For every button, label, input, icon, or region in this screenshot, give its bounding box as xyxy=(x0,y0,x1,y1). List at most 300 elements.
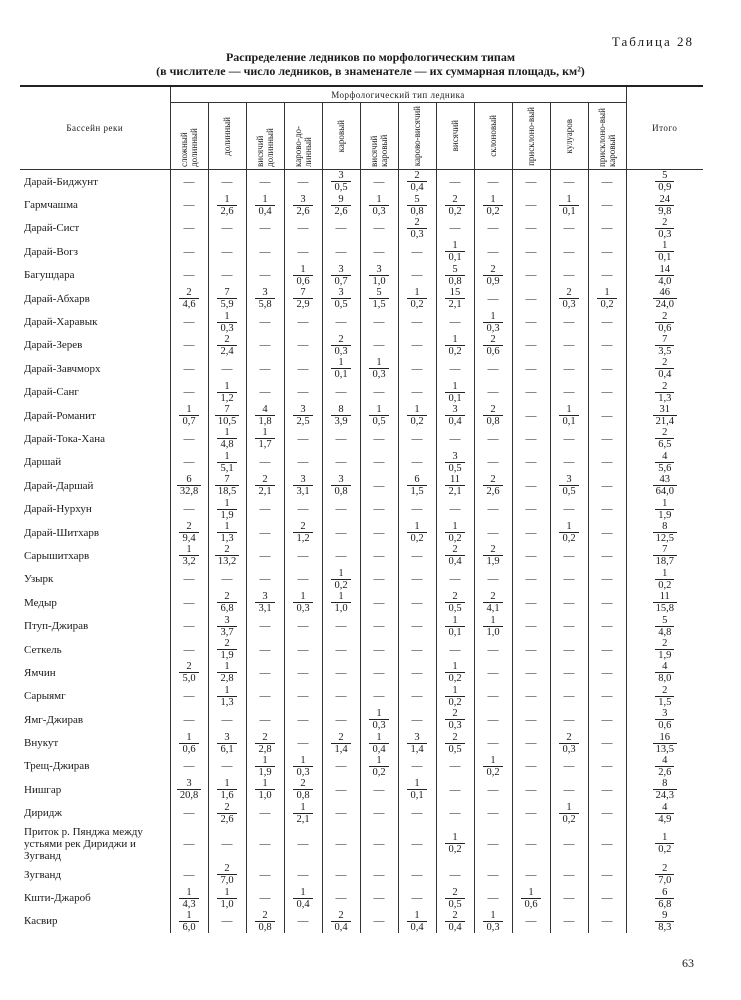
total-cell xyxy=(626,170,703,194)
denominator-area: 0,2 xyxy=(448,696,462,708)
empty-dash: — xyxy=(183,362,195,375)
empty-dash: — xyxy=(297,737,309,750)
basin-name: Гармчашма xyxy=(24,199,78,212)
empty-dash: — xyxy=(259,666,271,679)
empty-dash: — xyxy=(183,456,195,469)
numerator-count: 1 xyxy=(483,194,502,206)
denominator-area: 1,9 xyxy=(220,650,234,661)
numerator-count: 2 xyxy=(331,732,350,744)
empty-dash: — xyxy=(411,892,423,905)
fraction xyxy=(217,498,236,521)
fraction xyxy=(331,287,350,310)
empty-dash: — xyxy=(411,837,423,850)
empty-dash: — xyxy=(563,868,575,881)
empty-dash: — xyxy=(525,362,537,375)
header-type xyxy=(436,103,474,170)
numerator-count: 1 xyxy=(483,755,502,767)
fraction xyxy=(407,194,426,217)
numerator-count: 1 xyxy=(179,404,198,416)
empty-dash: — xyxy=(373,643,385,656)
type-cell xyxy=(398,591,436,614)
fraction xyxy=(445,451,464,474)
fraction xyxy=(407,217,426,240)
numerator-count: 1 xyxy=(217,661,236,673)
type-cell xyxy=(588,170,626,194)
empty-dash: — xyxy=(601,868,613,881)
empty-dash: — xyxy=(259,316,271,329)
denominator-area: 0,3 xyxy=(448,720,462,732)
table-row xyxy=(20,170,703,194)
empty-dash: — xyxy=(601,737,613,750)
fraction xyxy=(445,381,464,404)
page-number: 63 xyxy=(682,956,694,970)
numerator-count: 7 xyxy=(653,544,677,556)
type-cell xyxy=(436,427,474,450)
table-row xyxy=(20,910,703,933)
empty-dash: — xyxy=(297,362,309,375)
denominator-area: 0,6 xyxy=(182,743,196,755)
denominator-area: 0,3 xyxy=(296,603,310,615)
type-cell xyxy=(588,497,626,520)
type-cell xyxy=(550,381,588,404)
type-cell xyxy=(360,863,398,886)
numerator-count: 1 xyxy=(655,568,674,580)
fraction xyxy=(217,451,236,474)
denominator-area: 8,3 xyxy=(658,921,672,933)
fraction xyxy=(179,732,198,755)
fraction xyxy=(445,264,464,287)
type-cell xyxy=(360,404,398,427)
empty-dash: — xyxy=(449,573,461,586)
empty-dash: — xyxy=(563,760,575,773)
total-cell xyxy=(626,886,703,909)
numerator-count: 3 xyxy=(369,264,388,276)
type-cell xyxy=(550,886,588,909)
numerator-count: 1 xyxy=(559,802,578,814)
fraction xyxy=(655,685,674,708)
numerator-count: 1 xyxy=(255,755,274,767)
denominator-area: 32,8 xyxy=(179,486,199,498)
table-row xyxy=(20,886,703,909)
glacier-table xyxy=(20,85,703,933)
fraction xyxy=(369,755,388,778)
empty-dash: — xyxy=(259,713,271,726)
numerator-count: 1 xyxy=(559,404,578,416)
numerator-count: 1 xyxy=(655,240,674,252)
empty-dash: — xyxy=(601,269,613,282)
type-cell xyxy=(170,910,208,933)
empty-dash: — xyxy=(335,643,347,656)
empty-dash: — xyxy=(601,915,613,928)
total-cell xyxy=(626,825,703,863)
numerator-count: 46 xyxy=(653,287,677,299)
type-cell xyxy=(512,381,550,404)
empty-dash: — xyxy=(525,386,537,399)
type-cell xyxy=(246,497,284,520)
type-cell xyxy=(170,240,208,263)
numerator-count: 1 xyxy=(293,802,312,814)
type-cell xyxy=(284,661,322,684)
type-cell xyxy=(208,474,246,497)
type-cell xyxy=(208,568,246,591)
numerator-count: 2 xyxy=(217,802,236,814)
fraction xyxy=(483,755,502,778)
empty-dash: — xyxy=(297,245,309,258)
denominator-area: 0,2 xyxy=(600,299,614,311)
empty-dash: — xyxy=(183,760,195,773)
type-cell xyxy=(170,357,208,380)
type-cell xyxy=(322,193,360,216)
empty-dash: — xyxy=(487,175,499,188)
header-type xyxy=(360,103,398,170)
empty-dash: — xyxy=(525,409,537,422)
denominator-area: 6,8 xyxy=(658,898,672,910)
empty-dash: — xyxy=(563,837,575,850)
denominator-area: 0,2 xyxy=(486,766,500,778)
type-cell xyxy=(474,334,512,357)
fraction xyxy=(331,732,350,755)
type-cell xyxy=(436,474,474,497)
fraction xyxy=(255,910,274,933)
type-cell xyxy=(360,264,398,287)
type-cell xyxy=(208,708,246,731)
fraction xyxy=(653,544,677,567)
empty-dash: — xyxy=(525,915,537,928)
type-cell xyxy=(246,217,284,240)
empty-dash: — xyxy=(525,503,537,516)
type-cell xyxy=(284,310,322,333)
type-cell xyxy=(322,544,360,567)
type-cell xyxy=(550,661,588,684)
empty-dash: — xyxy=(411,456,423,469)
numerator-count: 1 xyxy=(483,615,502,627)
numerator-count: 1 xyxy=(255,778,274,790)
type-cell xyxy=(170,661,208,684)
empty-dash: — xyxy=(183,573,195,586)
basin-name: Дарай-Вогз xyxy=(24,245,79,258)
type-cell xyxy=(436,287,474,310)
type-cell xyxy=(360,474,398,497)
denominator-area: 0,2 xyxy=(372,766,386,778)
empty-dash: — xyxy=(373,690,385,703)
empty-dash: — xyxy=(411,269,423,282)
type-cell xyxy=(588,910,626,933)
type-cell xyxy=(170,778,208,801)
empty-dash: — xyxy=(335,316,347,329)
empty-dash: — xyxy=(487,713,499,726)
type-cell xyxy=(322,886,360,909)
fraction xyxy=(483,311,502,334)
type-cell xyxy=(322,451,360,474)
empty-dash: — xyxy=(297,868,309,881)
denominator-area: 0,3 xyxy=(372,720,386,732)
empty-dash: — xyxy=(221,245,233,258)
type-cell xyxy=(360,240,398,263)
total-cell xyxy=(626,614,703,637)
type-cell xyxy=(474,755,512,778)
type-cell xyxy=(170,591,208,614)
type-cell xyxy=(322,661,360,684)
fraction xyxy=(293,404,312,427)
empty-dash: — xyxy=(373,596,385,609)
table-row xyxy=(20,708,703,731)
header-type-label: сложный долинный xyxy=(179,128,199,167)
fraction xyxy=(655,863,674,886)
denominator-area: 0,2 xyxy=(448,673,462,685)
fraction xyxy=(369,194,388,217)
fraction xyxy=(655,802,674,825)
numerator-count: 2 xyxy=(293,778,312,790)
denominator-area: 4,9 xyxy=(658,813,672,825)
type-cell xyxy=(436,568,474,591)
type-cell xyxy=(512,863,550,886)
empty-dash: — xyxy=(297,713,309,726)
numerator-count: 3 xyxy=(255,591,274,603)
basin-name: Узырк xyxy=(24,573,54,586)
total-cell xyxy=(626,310,703,333)
empty-dash: — xyxy=(297,503,309,516)
type-cell xyxy=(550,910,588,933)
type-cell xyxy=(398,170,436,194)
type-cell xyxy=(398,825,436,863)
denominator-area: 0,3 xyxy=(410,228,424,240)
basin-name: Сарыямг xyxy=(24,690,66,703)
type-cell xyxy=(474,357,512,380)
type-cell xyxy=(550,638,588,661)
fraction xyxy=(179,544,198,567)
type-cell xyxy=(398,427,436,450)
type-cell xyxy=(474,802,512,825)
numerator-count: 2 xyxy=(179,287,198,299)
type-cell xyxy=(398,310,436,333)
type-cell xyxy=(474,708,512,731)
type-cell xyxy=(398,521,436,544)
empty-dash: — xyxy=(601,199,613,212)
type-cell xyxy=(398,886,436,909)
type-cell xyxy=(474,661,512,684)
type-cell xyxy=(474,287,512,310)
fraction xyxy=(293,802,312,825)
empty-dash: — xyxy=(525,549,537,562)
type-cell xyxy=(550,731,588,754)
empty-dash: — xyxy=(563,456,575,469)
basin-name: Дарай-Абхарв xyxy=(24,292,90,305)
type-cell xyxy=(512,802,550,825)
type-cell xyxy=(588,731,626,754)
denominator-area: 1,2 xyxy=(296,533,310,545)
table-row xyxy=(20,381,703,404)
fraction xyxy=(653,591,677,614)
type-cell xyxy=(170,404,208,427)
denominator-area: 0,6 xyxy=(296,275,310,287)
type-cell xyxy=(588,886,626,909)
type-cell xyxy=(512,193,550,216)
empty-dash: — xyxy=(297,549,309,562)
denominator-area: 18,5 xyxy=(217,486,237,498)
type-cell xyxy=(512,357,550,380)
empty-dash: — xyxy=(335,526,347,539)
fraction xyxy=(655,427,674,450)
type-cell xyxy=(436,544,474,567)
numerator-count: 1 xyxy=(369,404,388,416)
fraction xyxy=(559,474,578,497)
denominator-area: 1,9 xyxy=(658,509,672,521)
denominator-area: 20,8 xyxy=(179,790,199,802)
type-cell xyxy=(284,544,322,567)
numerator-count: 24 xyxy=(655,194,674,206)
denominator-area: 0,4 xyxy=(448,556,462,568)
fraction xyxy=(559,802,578,825)
empty-dash: — xyxy=(487,245,499,258)
fraction xyxy=(217,334,236,357)
numerator-count: 2 xyxy=(655,311,674,323)
type-cell xyxy=(170,427,208,450)
type-cell xyxy=(512,614,550,637)
type-cell xyxy=(170,474,208,497)
type-cell xyxy=(208,497,246,520)
fraction xyxy=(653,474,677,497)
type-cell xyxy=(588,638,626,661)
fraction xyxy=(559,732,578,755)
type-cell xyxy=(360,614,398,637)
denominator-area: 1,3 xyxy=(220,533,234,545)
numerator-count: 2 xyxy=(179,661,198,673)
type-cell xyxy=(170,287,208,310)
type-cell xyxy=(170,497,208,520)
denominator-area: 5,1 xyxy=(220,462,234,474)
fraction xyxy=(483,334,502,357)
fraction xyxy=(331,474,350,497)
denominator-area: 1,5 xyxy=(410,486,424,498)
type-cell xyxy=(284,591,322,614)
fraction xyxy=(369,732,388,755)
fraction xyxy=(483,404,502,427)
numerator-count: 2 xyxy=(655,217,674,229)
empty-dash: — xyxy=(563,503,575,516)
empty-dash: — xyxy=(563,892,575,905)
empty-dash: — xyxy=(297,456,309,469)
numerator-count: 4 xyxy=(655,451,674,463)
type-cell xyxy=(208,427,246,450)
numerator-count: 1 xyxy=(217,194,236,206)
numerator-count: 6 xyxy=(177,474,201,486)
table-row xyxy=(20,310,703,333)
numerator-count: 2 xyxy=(445,732,464,744)
type-cell xyxy=(170,863,208,886)
empty-dash: — xyxy=(373,868,385,881)
numerator-count: 3 xyxy=(445,451,464,463)
type-cell xyxy=(588,381,626,404)
type-cell xyxy=(170,544,208,567)
type-cell xyxy=(550,474,588,497)
table-row xyxy=(20,240,703,263)
denominator-area: 4,6 xyxy=(182,299,196,311)
denominator-area: 0,8 xyxy=(296,790,310,802)
fraction xyxy=(331,170,350,193)
type-cell xyxy=(170,310,208,333)
denominator-area: 0,7 xyxy=(182,416,196,428)
title-line-2: (в числителе — число ледников, в знаменателе — их суммарная площадь, км²) xyxy=(156,64,585,78)
basin-name: Приток р. Пянджа между устьями рек Дириджи и Зугванд xyxy=(24,825,143,862)
fraction xyxy=(445,910,464,933)
type-cell xyxy=(398,910,436,933)
type-cell xyxy=(246,661,284,684)
numerator-count: 3 xyxy=(331,474,350,486)
empty-dash: — xyxy=(373,222,385,235)
empty-dash: — xyxy=(259,837,271,850)
numerator-count: 15 xyxy=(445,287,464,299)
denominator-area: 0,9 xyxy=(658,182,672,194)
basin-name: Дарай-Сист xyxy=(24,222,80,235)
numerator-count: 43 xyxy=(653,474,677,486)
empty-dash: — xyxy=(373,526,385,539)
type-cell xyxy=(436,170,474,194)
type-cell xyxy=(360,381,398,404)
denominator-area: 0,5 xyxy=(372,416,386,428)
type-cell xyxy=(360,778,398,801)
empty-dash: — xyxy=(411,362,423,375)
type-cell xyxy=(436,310,474,333)
fraction xyxy=(217,863,236,886)
numerator-count: 2 xyxy=(255,910,274,922)
fraction xyxy=(655,832,674,855)
type-cell xyxy=(284,357,322,380)
fraction xyxy=(179,887,198,910)
denominator-area: 0,3 xyxy=(372,205,386,217)
denominator-area: 0,3 xyxy=(658,228,672,240)
empty-dash: — xyxy=(525,222,537,235)
total-cell xyxy=(626,357,703,380)
numerator-count: 16 xyxy=(653,732,677,744)
numerator-count: 1 xyxy=(655,498,674,510)
type-cell xyxy=(360,217,398,240)
denominator-area: 0,3 xyxy=(486,921,500,933)
type-cell xyxy=(550,287,588,310)
numerator-count: 6 xyxy=(407,474,426,486)
empty-dash: — xyxy=(297,666,309,679)
fraction xyxy=(407,404,426,427)
type-cell xyxy=(322,217,360,240)
empty-dash: — xyxy=(525,807,537,820)
type-cell xyxy=(550,568,588,591)
fraction xyxy=(483,194,502,217)
type-cell xyxy=(512,591,550,614)
denominator-area: 7,0 xyxy=(220,875,234,887)
type-cell xyxy=(246,863,284,886)
table-title xyxy=(0,50,741,78)
empty-dash: — xyxy=(373,666,385,679)
total-cell xyxy=(626,863,703,886)
type-cell xyxy=(322,497,360,520)
type-cell xyxy=(360,802,398,825)
fraction xyxy=(255,732,274,755)
denominator-area: 8,0 xyxy=(658,673,672,685)
denominator-area: 0,2 xyxy=(410,299,424,311)
numerator-count: 1 xyxy=(445,832,464,844)
empty-dash: — xyxy=(259,868,271,881)
empty-dash: — xyxy=(335,713,347,726)
empty-dash: — xyxy=(335,783,347,796)
type-cell xyxy=(170,886,208,909)
empty-dash: — xyxy=(563,620,575,633)
fraction xyxy=(331,357,350,380)
empty-dash: — xyxy=(563,222,575,235)
basin-name: Медыр xyxy=(24,596,57,609)
denominator-area: 0,3 xyxy=(562,743,576,755)
empty-dash: — xyxy=(487,643,499,656)
type-cell xyxy=(322,825,360,863)
denominator-area: 0,1 xyxy=(410,790,424,802)
